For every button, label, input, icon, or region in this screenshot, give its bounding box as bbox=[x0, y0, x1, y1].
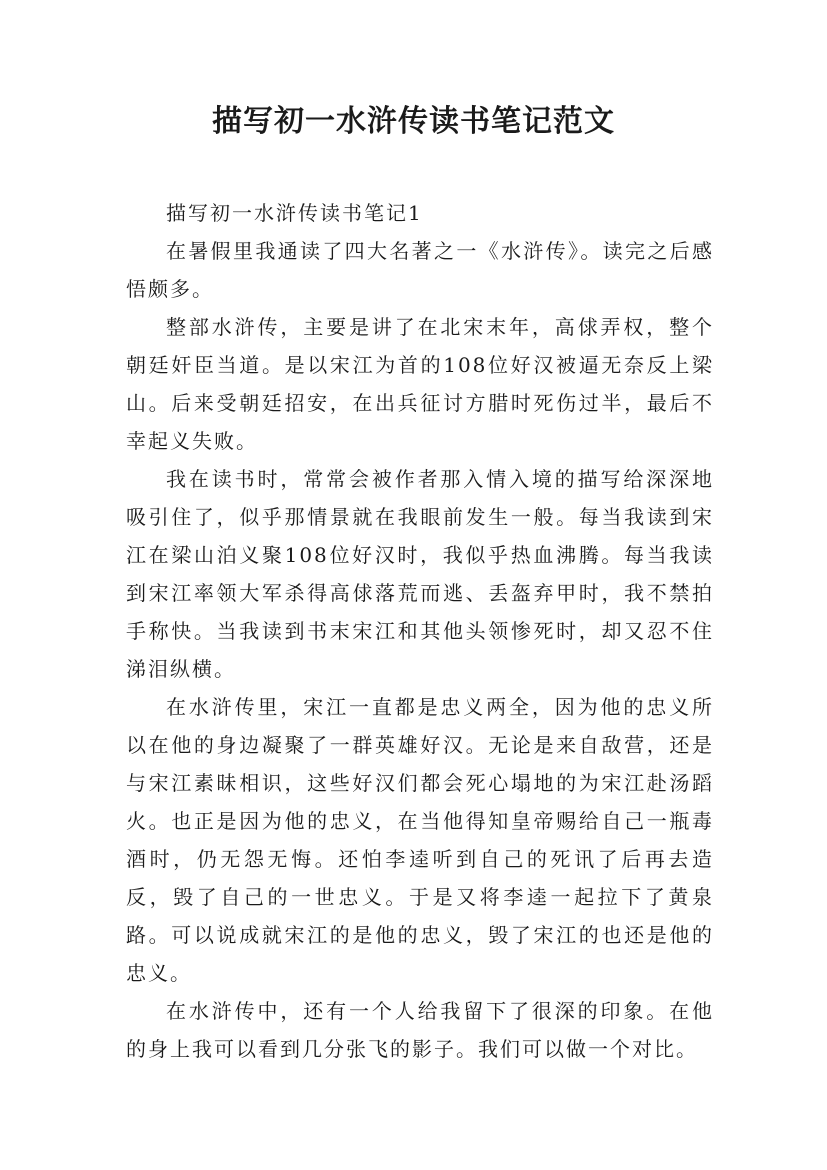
document-title: 描写初一水浒传读书笔记范文 bbox=[212, 104, 615, 139]
document-body bbox=[126, 194, 714, 1068]
paragraph: 在暑假里我通读了四大名著之一《水浒传》。读完之后感悟颇多。 bbox=[126, 239, 714, 301]
paragraph: 整部水浒传，主要是讲了在北宋末年，高俅弄权，整个朝廷奸臣当道。是以宋江为首的108位好汉被逼无奈反上梁山。后来受朝廷招安，在出兵征讨方腊时死伤过半，最后不幸起义失败。 bbox=[126, 315, 714, 453]
paragraph: 我在读书时，常常会被作者那入情入境的描写给深深地吸引住了，似乎那情景就在我眼前发生一般。每当我读到宋江在梁山泊义聚108位好汉时，我似乎热血沸腾。每当我读到宋江率领大军杀得高俅落荒而逃、丢盔弃甲时，我不禁拍手称快。当我读到书末宋江和其他头领惨死时，却又忍不住涕泪纵横。 bbox=[126, 467, 714, 681]
paragraph: 在水浒传中，还有一个人给我留下了很深的印象。在他的身上我可以看到几分张飞的影子。我们可以做一个对比。 bbox=[126, 999, 714, 1061]
section-heading: 描写初一水浒传读书笔记1 bbox=[166, 201, 423, 225]
paragraph: 在水浒传里，宋江一直都是忠义两全，因为他的忠义所以在他的身边凝聚了一群英雄好汉。无论是来自敌营，还是与宋江素昧相识，这些好汉们都会死心塌地的为宋江赴汤蹈火。也正是因为他的忠义，在当他得知皇帝赐给自己一瓶毒酒时，仍无怨无悔。还怕李逵听到自己的死讯了后再去造反，毁了自己的一世忠义。于是又将李逵一起拉下了黄泉路。可以说成就宋江的是他的忠义，毁了宋江的也还是他的忠义。 bbox=[126, 695, 714, 985]
